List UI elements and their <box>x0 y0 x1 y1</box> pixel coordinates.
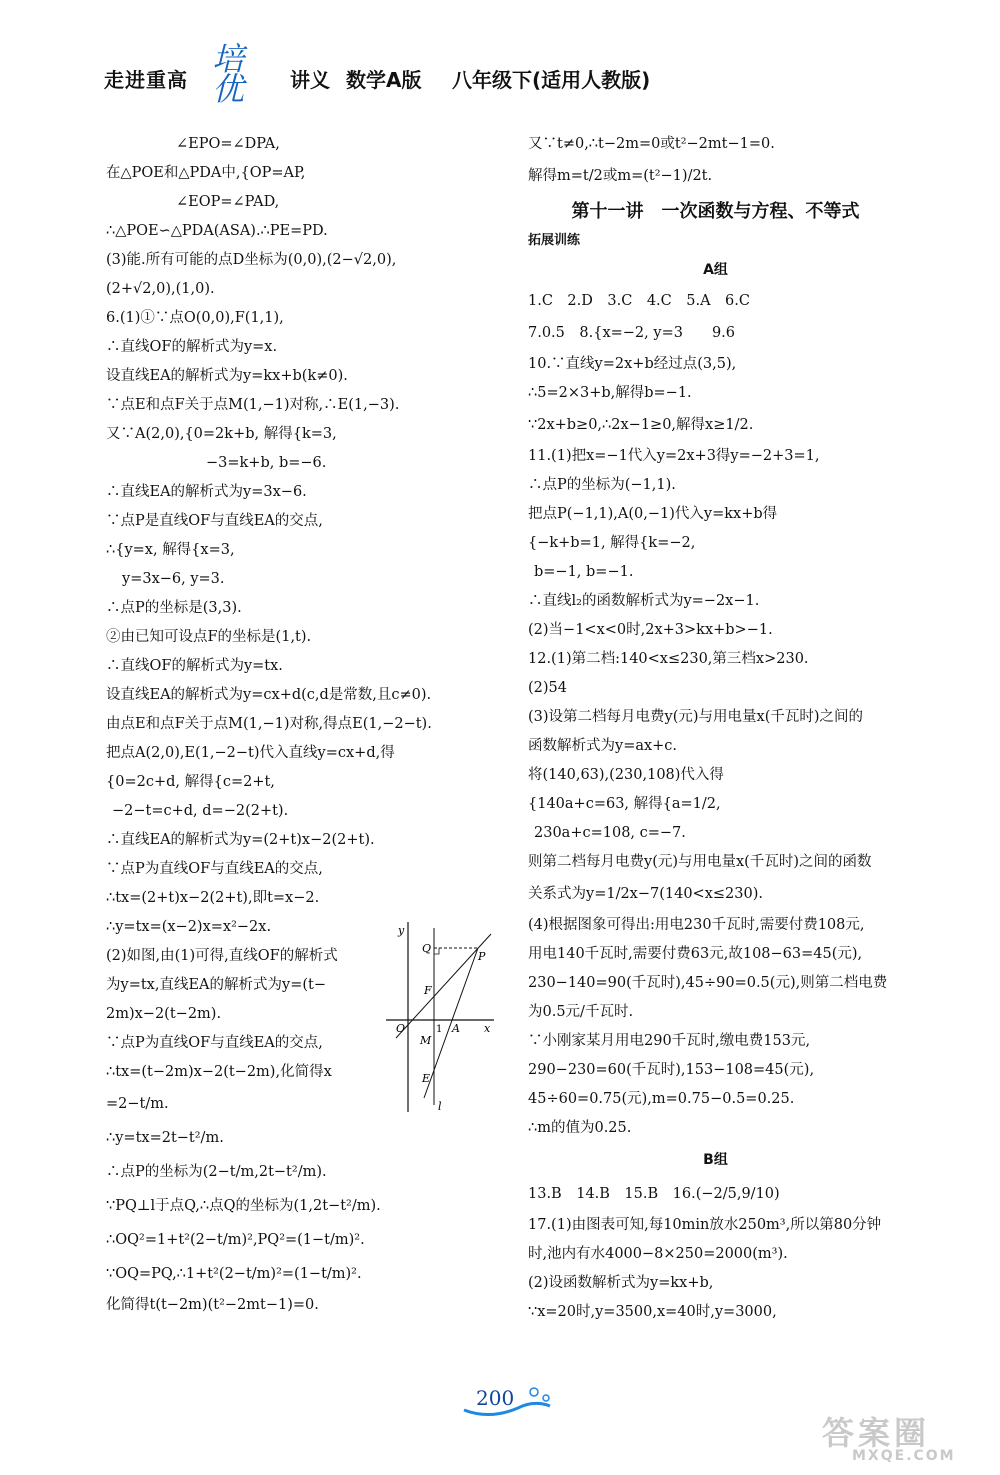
label-l: l <box>438 1100 442 1113</box>
text-line: 又∵t≠0,∴t−2m=0或t²−2mt−1=0. <box>528 136 775 152</box>
text-line: ∴OQ²=1+t²(2−t/m)²,PQ²=(1−t/m)². <box>106 1232 365 1248</box>
section-title: 第十一讲 一次函数与方程、不等式 <box>571 201 860 222</box>
answer-line: ∴点P的坐标为(−1,1). <box>528 477 676 493</box>
text-line: ∴tx=(2+t)x−2(2+t),即t=x−2. <box>106 890 320 906</box>
answer-line: b=−1, b=−1. <box>534 564 634 580</box>
answer-line: ∴直线l₂的函数解析式为y=−2x−1. <box>528 593 760 609</box>
text-line: y=3x−6, y=3. <box>122 571 225 587</box>
text-line: ∴直线EA的解析式为y=(2+t)x−2(2+t). <box>106 832 375 848</box>
text-line: (2)如图,由(1)可得,直线OF的解析式 <box>106 948 338 964</box>
text-line: 把点A(2,0),E(1,−2−t)代入直线y=cx+d,得 <box>106 745 395 761</box>
label-e: E <box>422 1072 431 1085</box>
answer-line: (4)根据图象可得出:用电230千瓦时,需要付费108元, <box>528 917 865 933</box>
answer-line: 1.C 2.D 3.C 4.C 5.A 6.C <box>528 293 750 309</box>
text-line: 2m)x−2(t−2m). <box>106 1006 222 1022</box>
answer-line: (2)设函数解析式为y=kx+b, <box>528 1275 714 1291</box>
label-m: M <box>420 1034 432 1047</box>
answer-line: 11.(1)把x=−1代入y=2x+3得y=−2+3=1, <box>528 448 820 464</box>
answer-line: 17.(1)由图表可知,每10min放水250m³,所以第80分钟 <box>528 1217 882 1233</box>
answer-line: 13.B 14.B 15.B 16.(−2/5,9/10) <box>528 1186 780 1202</box>
answer-line: 12.(1)第二档:140<x≤230,第三档x>230. <box>528 651 809 667</box>
text-line: ∠EOP=∠PAD, <box>176 194 280 210</box>
text-line: =2−t/m. <box>106 1096 169 1112</box>
answer-line: {140a+c=63, 解得{a=1/2, <box>528 796 721 812</box>
text-line: ∵OQ=PQ,∴1+t²(2−t/m)²=(1−t/m)². <box>106 1266 362 1282</box>
answer-line: ∵x=20时,y=3500,x=40时,y=3000, <box>528 1304 777 1320</box>
text-line: {0=2c+d, 解得{c=2+t, <box>106 774 275 790</box>
answer-line: 把点P(−1,1),A(0,−1)代入y=kx+b得 <box>528 506 778 522</box>
answer-line: 230a+c=108, c=−7. <box>534 825 686 841</box>
answer-line: (3)设第二档每月电费y(元)与用电量x(千瓦时)之间的 <box>528 709 864 725</box>
text-line: 设直线EA的解析式为y=cx+d(c,d是常数,且c≠0). <box>106 687 432 703</box>
label-q: Q <box>422 942 432 955</box>
text-line: ∴直线OF的解析式为y=tx. <box>106 658 283 674</box>
text-line: 设直线EA的解析式为y=kx+b(k≠0). <box>106 368 348 384</box>
text-line: 6.(1)①∵点O(0,0),F(1,1), <box>106 310 284 326</box>
answer-line: ∴5=2×3+b,解得b=−1. <box>528 385 692 401</box>
answer-line: 45÷60=0.75(元),m=0.75−0.5=0.25. <box>528 1091 795 1107</box>
series-brand: 走进重高 <box>104 68 188 92</box>
answer-line: ∵2x+b≥0,∴2x−1≥0,解得x≥1/2. <box>528 417 754 433</box>
answer-line: 7.0.5 8.{x=−2, y=3 9.6 <box>528 325 735 341</box>
line-ea <box>424 948 478 1098</box>
coordinate-figure <box>386 920 496 1120</box>
answer-line: 10.∵直线y=2x+b经过点(3,5), <box>528 356 737 372</box>
answer-line: {−k+b=1, 解得{k=−2, <box>528 535 696 551</box>
text-line: ∵点P是直线OF与直线EA的交点, <box>106 513 323 529</box>
answer-line: 函数解析式为y=ax+c. <box>528 738 678 754</box>
right-angle-mark <box>434 948 439 954</box>
text-line: 又∵A(2,0),{0=2k+b, 解得{k=3, <box>106 426 337 442</box>
text-line: ②由已知可设点F的坐标是(1,t). <box>106 629 312 645</box>
page-number: 200 <box>476 1386 515 1410</box>
right-column <box>528 130 903 1327</box>
text-line: ∵点P为直线OF与直线EA的交点, <box>106 861 323 877</box>
text-line: ∴点P的坐标是(3,3). <box>106 600 242 616</box>
book-type: 讲义 <box>290 68 330 92</box>
answer-line: (2)54 <box>528 680 567 696</box>
label-one: 1 <box>436 1024 443 1035</box>
answer-line: ∴m的值为0.25. <box>528 1120 632 1136</box>
script-logo: 培优 <box>212 40 245 108</box>
text-line: 由点E和点F关于点M(1,−1)对称,得点E(1,−2−t). <box>106 716 432 732</box>
edition-label: 数学A版 <box>346 68 422 92</box>
answer-line: ∵小刚家某月用电290千瓦时,缴电费153元, <box>528 1033 811 1049</box>
answer-line: 关系式为y=1/2x−7(140<x≤230). <box>528 886 763 902</box>
text-line: (2+√2,0),(1,0). <box>106 281 215 297</box>
page-header <box>100 40 900 108</box>
watermark-text: 答案圈 <box>822 1414 931 1452</box>
group-b-title: B组 <box>703 1152 728 1168</box>
label-x: x <box>484 1022 491 1035</box>
answer-line: 将(140,63),(230,108)代入得 <box>528 767 724 783</box>
label-y: y <box>398 924 405 937</box>
answer-line: 时,池内有水4000−8×250=2000(m³). <box>528 1246 788 1262</box>
text-line: ∴直线EA的解析式为y=3x−6. <box>106 484 307 500</box>
line-of <box>396 934 491 1038</box>
text-line: 为y=tx,直线EA的解析式为y=(t− <box>106 977 326 993</box>
text-line: 在△POE和△PDA中,{OP=AP, <box>106 165 306 181</box>
answer-line: 为0.5元/千瓦时. <box>528 1004 634 1020</box>
label-p: P <box>478 950 486 963</box>
text-line: ∵点E和点F关于点M(1,−1)对称,∴E(1,−3). <box>106 397 400 413</box>
text-line: ∠EPO=∠DPA, <box>176 136 280 152</box>
answer-line: 则第二档每月电费y(元)与用电量x(千瓦时)之间的函数 <box>528 854 872 870</box>
label-o: O <box>396 1022 406 1035</box>
subsection-title: 拓展训练 <box>528 233 581 248</box>
text-line: ∴y=tx=(x−2)x=x²−2x. <box>106 919 272 935</box>
answer-line: 用电140千瓦时,需要付费63元,故108−63=45(元), <box>528 946 863 962</box>
left-column <box>106 130 501 1320</box>
watermark <box>812 1408 992 1468</box>
text-line: ∴tx=(t−2m)x−2(t−2m),化简得x <box>106 1064 332 1080</box>
page-number-badge <box>460 1380 560 1420</box>
text-line: ∵点P为直线OF与直线EA的交点, <box>106 1035 323 1051</box>
text-line: ∴{y=x, 解得{x=3, <box>106 542 235 558</box>
group-a-title: A组 <box>703 262 728 278</box>
label-f: F <box>424 984 432 997</box>
watermark-url: MXQE.COM <box>852 1448 956 1464</box>
answer-line: 290−230=60(千瓦时),153−108=45(元), <box>528 1062 815 1078</box>
label-a: A <box>452 1022 460 1035</box>
grade-label: 八年级下(适用人教版) <box>452 68 651 92</box>
text-line: −2−t=c+d, d=−2(2+t). <box>112 803 289 819</box>
answer-line: (2)当−1<x<0时,2x+3>kx+b>−1. <box>528 622 773 638</box>
text-line: ∴点P的坐标为(2−t/m,2t−t²/m). <box>106 1164 327 1180</box>
text-line: 化简得t(t−2m)(t²−2mt−1)=0. <box>106 1297 319 1313</box>
text-line: ∴直线OF的解析式为y=x. <box>106 339 278 355</box>
text-line: −3=k+b, b=−6. <box>206 455 327 471</box>
text-line: ∵PQ⊥l于点Q,∴点Q的坐标为(1,2t−t²/m). <box>106 1198 381 1214</box>
text-line: (3)能.所有可能的点D坐标为(0,0),(2−√2,0), <box>106 252 397 268</box>
text-line: 解得m=t/2或m=(t²−1)/2t. <box>528 168 713 184</box>
text-line: ∴y=tx=2t−t²/m. <box>106 1130 224 1146</box>
text-line: ∴△POE∽△PDA(ASA).∴PE=PD. <box>106 223 328 239</box>
answer-line: 230−140=90(千瓦时),45÷90=0.5(元),则第二档电费 <box>528 975 888 991</box>
